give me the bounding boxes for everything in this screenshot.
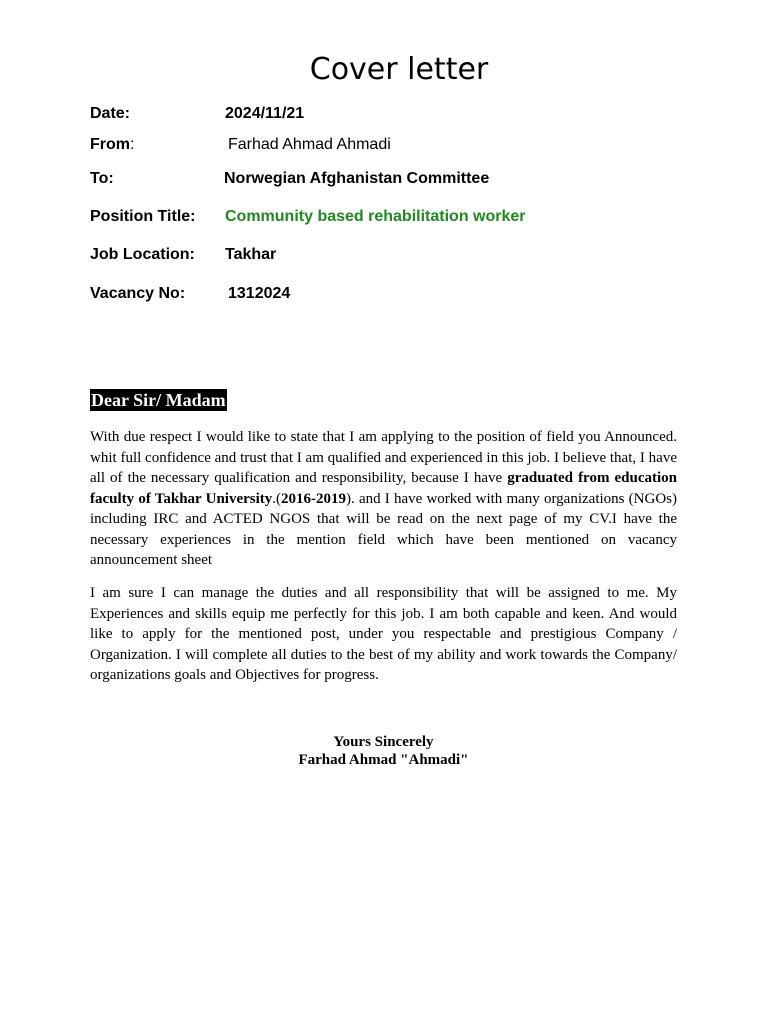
salutation: Dear Sir/ Madam xyxy=(91,390,226,410)
paragraph-1-education: graduated from education faculty of Takhar University xyxy=(90,470,677,507)
signature-name: Farhad Ahmad "Ahmadi" xyxy=(298,752,469,768)
paragraph-1-text-b: .( xyxy=(272,490,282,507)
paragraph-1-text-c: ). and I have worked with many organizations (NGOs) including IRC and ACTED NGOS that will be read on the next page of my CV.I have the necessary experiences in the mention field which have been mentioned on vacancy announcement sheet xyxy=(90,490,677,568)
vacancy-label: Vacancy No: xyxy=(90,285,186,302)
location-label: Job Location: xyxy=(90,246,195,263)
date-value: 2024/11/21 xyxy=(225,105,305,122)
body-paragraph-2: I am sure I can manage the duties and all responsibility that will be assigned to me. My Experiences and skills equip me perfectly for this job. I am both capable and keen. And would like to apply for the mentioned post, under you respectable and prestigious Company / Organization. I will complete all duties to the best of my ability and work towards the Company/ organizations goals and Objectives for progress. xyxy=(90,585,677,683)
date-label: Date: xyxy=(90,105,131,122)
vacancy-value: 1312024 xyxy=(228,285,291,302)
body-paragraph-1 xyxy=(90,427,677,571)
position-label: Position Title: xyxy=(90,208,196,225)
to-label: To: xyxy=(90,170,114,187)
from-label-text: From xyxy=(90,136,130,153)
page-title: Cover letter xyxy=(309,52,489,87)
closing-line: Yours Sincerely xyxy=(333,734,434,750)
paragraph-1-years: 2016-2019 xyxy=(281,490,347,507)
from-colon: : xyxy=(130,136,135,153)
to-value: Norwegian Afghanistan Committee xyxy=(224,170,490,187)
paragraph-1-text-a: With due respect I would like to state that I am applying to the position of field you Announced. whit full confidence and trust that I am qualified and experienced in this job. I believe that, I have all of the necessary qualification and responsibility, because I have xyxy=(90,429,677,486)
position-value: Community based rehabilitation worker xyxy=(225,208,526,225)
from-label xyxy=(90,133,134,157)
from-value: Farhad Ahmad Ahmadi xyxy=(228,136,391,153)
location-value: Takhar xyxy=(225,246,277,263)
